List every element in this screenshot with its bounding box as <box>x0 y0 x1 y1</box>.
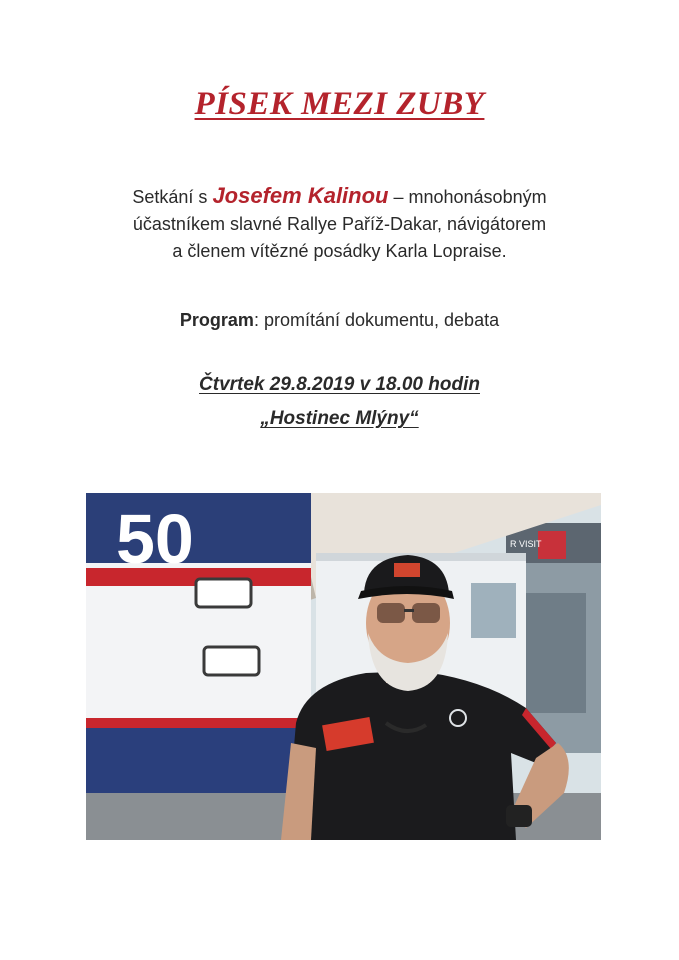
photo-illustration <box>86 493 601 840</box>
intro-line-2: účastníkem slavné Rallye Paříž-Dakar, návigátorem <box>132 214 547 234</box>
program-line <box>0 310 679 331</box>
event-date: Čtvrtek 29.8.2019 v 18.00 hodin <box>199 374 480 395</box>
building-sign-text: R VISIT <box>510 539 542 549</box>
event-venue: „Hostinec Mlýny“ <box>260 408 419 429</box>
truck-number: 50 <box>116 500 194 578</box>
intro-line-1-rest: – mnohonásobným <box>388 187 547 207</box>
intro-line-1 <box>0 182 679 211</box>
program-text: : promítání dokumentu, debata <box>253 310 500 330</box>
guest-name: Josefem Kalinou <box>212 183 389 208</box>
poster-title-text: PÍSEK MEZI ZUBY <box>194 86 485 122</box>
intro-line-3: a členem vítězné posádky Karla Lopraise. <box>172 241 507 261</box>
program-label: Program <box>179 310 254 330</box>
intro-prefix: Setkání s <box>132 187 213 207</box>
event-photo <box>86 493 601 840</box>
poster-title <box>0 86 679 123</box>
intro-paragraph <box>0 182 679 265</box>
